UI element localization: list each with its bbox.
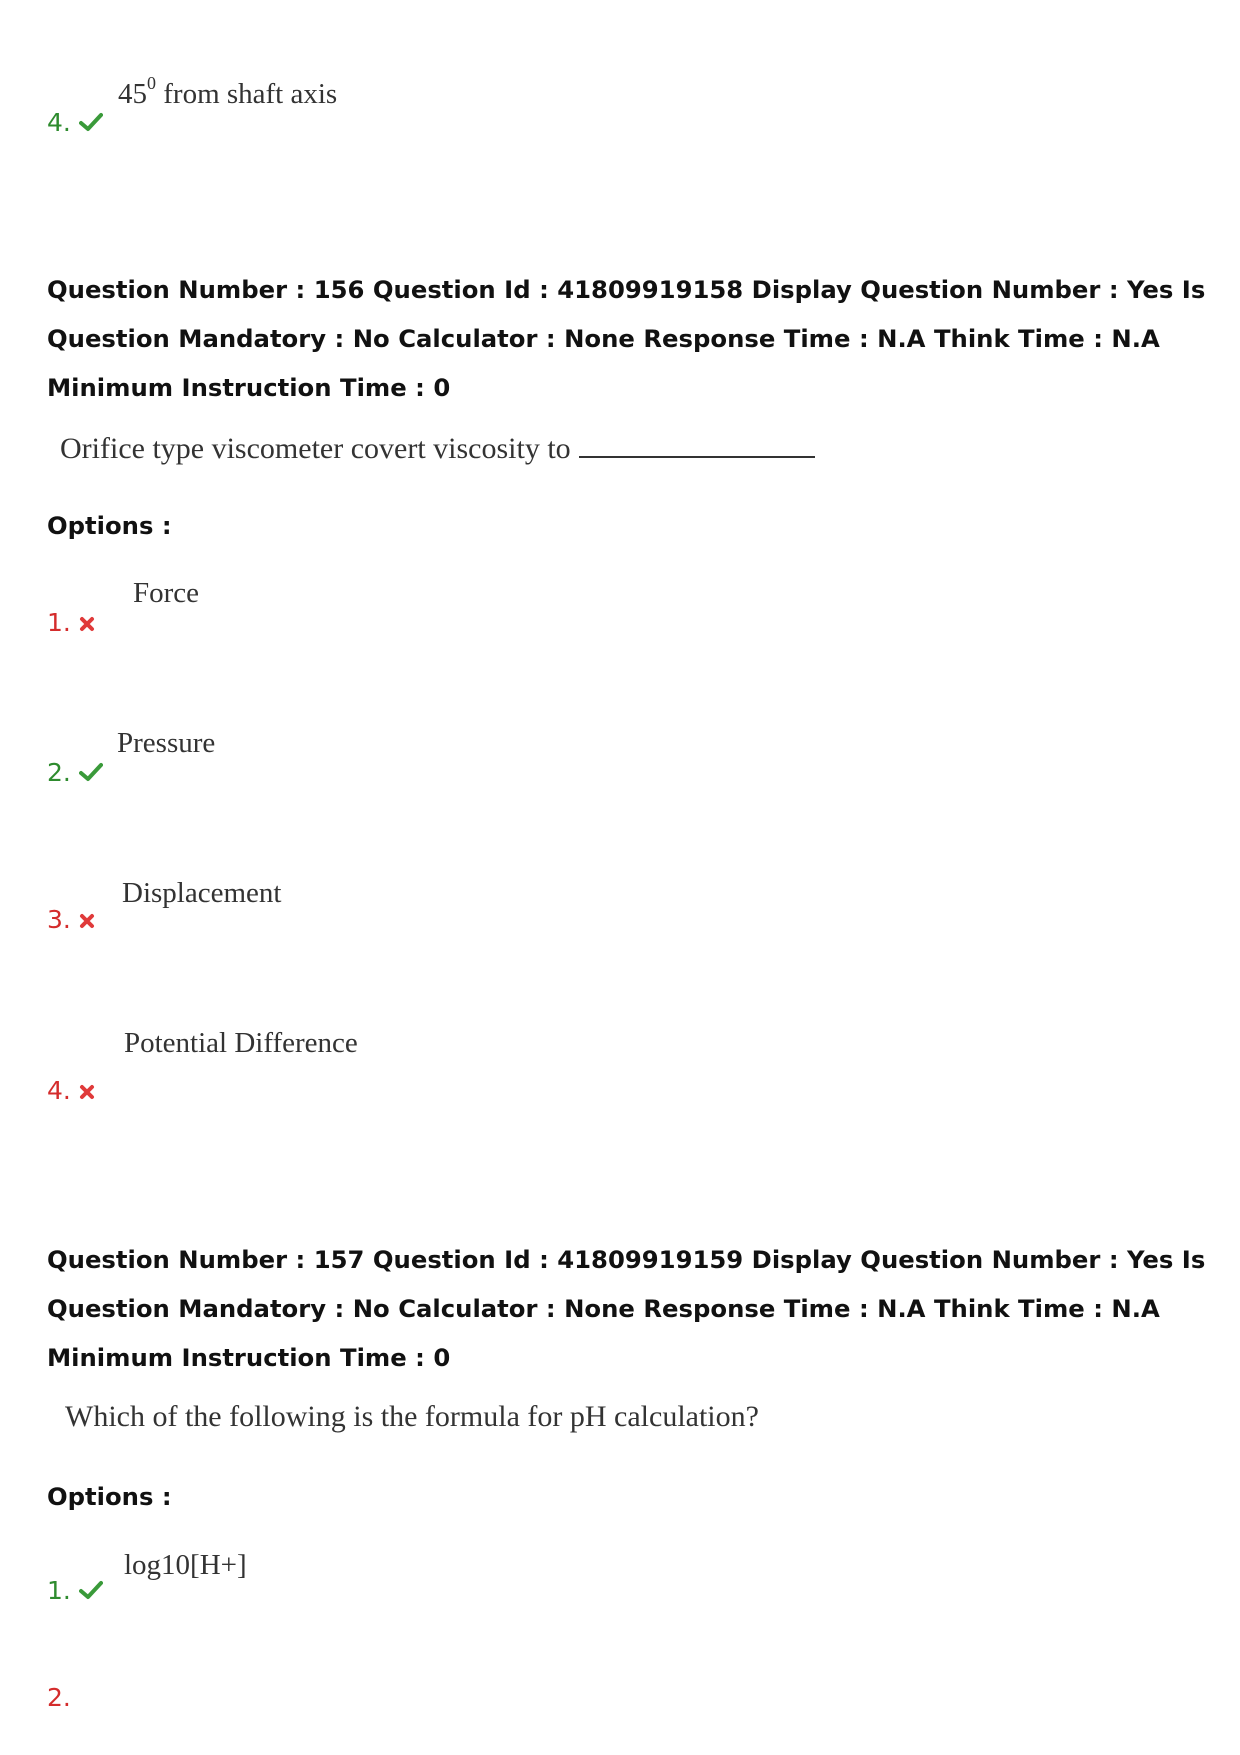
q156-option-4 <box>47 1076 95 1107</box>
q157-option-1 <box>47 1576 103 1607</box>
prev-option-4-content <box>118 66 337 111</box>
q156-option-1 <box>47 608 95 639</box>
q156-option-4-content: Potential Difference <box>124 1027 358 1059</box>
option-number: 4. <box>47 108 71 137</box>
option-number: 3. <box>47 905 71 934</box>
option-number: 2. <box>47 1683 71 1712</box>
question-156-meta: Question Number : 156 Question Id : 41809919158 Display Question Number : Yes Is Question Mandatory : No Calculator : None Response Time : N.A Think Time : N.A Minimum Instruction Time : 0 <box>47 275 1206 402</box>
option-number: 2. <box>47 758 71 787</box>
q156-option-2 <box>47 758 103 789</box>
prev-option-4 <box>47 108 103 139</box>
prev-option-text-sup: 0 <box>147 73 156 93</box>
prev-option-text-main: 45 <box>118 78 147 110</box>
question-157-text: Which of the following is the formula for pH calculation? <box>65 1400 759 1433</box>
question-157-options-label: Options : <box>47 1482 172 1511</box>
prev-option-text-rest: from shaft axis <box>156 78 338 110</box>
check-icon <box>79 1577 103 1607</box>
q156-option-3-content: Displacement <box>122 877 282 909</box>
option-number: 1. <box>47 608 71 637</box>
q156-option-1-content: Force <box>133 577 200 609</box>
cross-icon <box>79 609 95 639</box>
question-157-meta: Question Number : 157 Question Id : 41809919159 Display Question Number : Yes Is Question Mandatory : No Calculator : None Response Time : N.A Think Time : N.A Minimum Instruction Time : 0 <box>47 1245 1206 1372</box>
check-icon <box>79 109 103 139</box>
q157-option-2 <box>47 1683 71 1713</box>
cross-icon <box>79 906 95 936</box>
answer-blank <box>579 430 815 458</box>
question-156-stem: Orifice type viscometer covert viscosity to <box>60 432 571 465</box>
question-156-options-label: Options : <box>47 511 172 540</box>
option-number: 1. <box>47 1576 71 1605</box>
q157-option-1-content: log10[H+] <box>124 1549 247 1581</box>
option-number: 4. <box>47 1076 71 1105</box>
check-icon <box>79 759 103 789</box>
question-156-text <box>60 430 815 466</box>
q156-option-3 <box>47 905 95 936</box>
cross-icon <box>79 1077 95 1107</box>
q156-option-2-content: Pressure <box>117 727 216 759</box>
